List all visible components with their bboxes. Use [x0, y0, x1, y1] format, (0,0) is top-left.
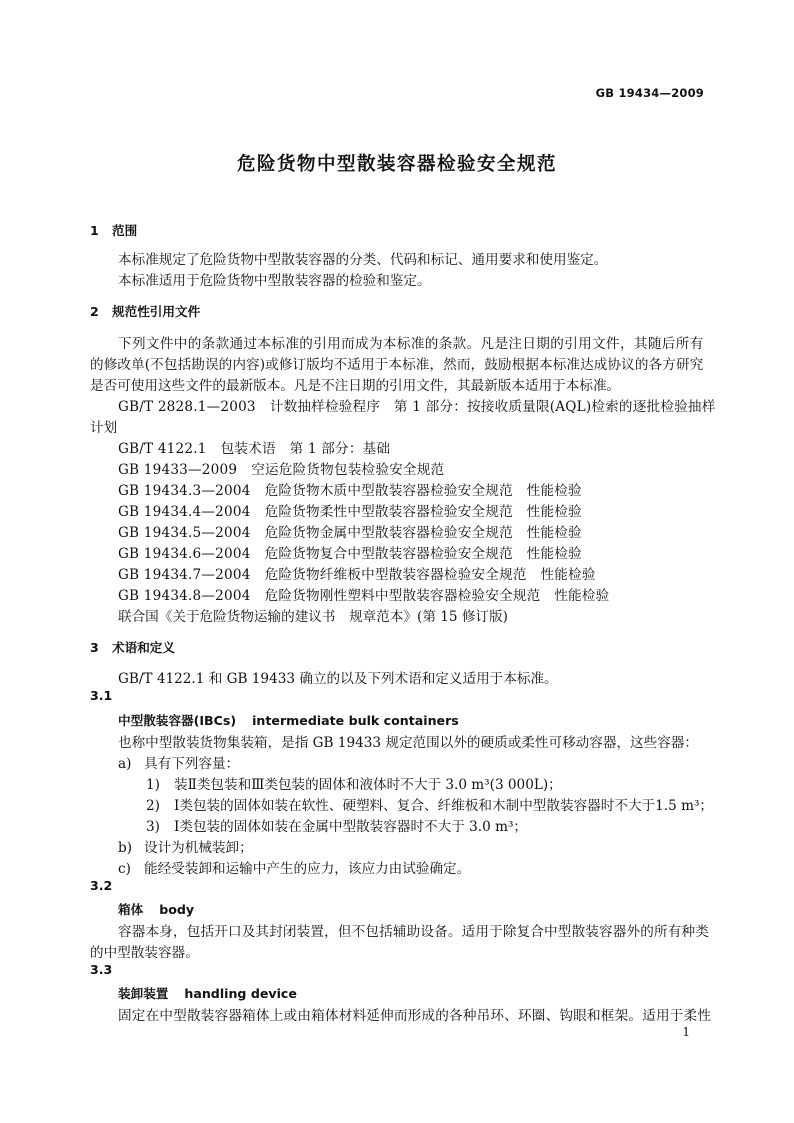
list-text: Ⅰ类包装的固体如装在软性、硬塑料、复合、纤维板和木制中型散装容器时不大于1.5 m³； — [174, 798, 714, 814]
reference-title: 危险货物复合中型散装容器检验安全规范 性能检验 — [264, 546, 582, 562]
term-en: intermediate bulk containers — [252, 713, 459, 728]
section-2-heading — [90, 301, 200, 320]
document-title: 危险货物中型散装容器检验安全规范 — [236, 154, 557, 175]
list-text: 能经受装卸和运输中产生的应力，该应力由试验确定。 — [144, 861, 471, 877]
list-item — [118, 836, 253, 856]
page-number: 1 — [682, 1025, 690, 1039]
term-cn: 中型散装容器(IBCs) — [118, 713, 237, 728]
reference-item — [118, 542, 582, 562]
reference-title: 危险货物纤维板中型散装容器检验安全规范 性能检验 — [264, 567, 596, 583]
reference-title: 危险货物木质中型散装容器检验安全规范 性能检验 — [264, 483, 582, 499]
reference-item-un: 联合国《关于危险货物运输的建议书 规章范本》(第 15 修订版) — [118, 609, 508, 625]
section-number: 1 — [90, 223, 99, 238]
term-heading — [118, 710, 459, 729]
list-item — [118, 857, 470, 877]
reference-code: GB 19434.8—2004 — [118, 588, 251, 604]
term-heading — [118, 899, 194, 918]
reference-continuation: 计划 — [90, 420, 118, 436]
reference-item — [118, 437, 390, 457]
section-3-heading — [90, 637, 175, 656]
list-text: 设计为机械装卸； — [144, 840, 253, 856]
reference-title: 危险货物金属中型散装容器检验安全规范 性能检验 — [264, 525, 582, 541]
term-en: body — [159, 902, 195, 917]
term-cn: 箱体 — [118, 902, 144, 917]
section-number: 3 — [90, 640, 99, 655]
reference-code: GB 19434.3—2004 — [118, 483, 251, 499]
list-label: a) — [118, 756, 132, 772]
list-text: 具有下列容量： — [144, 756, 240, 772]
definition-line: 的中型散装容器。 — [90, 945, 199, 961]
reference-title: 空运危险货物包装检验安全规范 — [251, 462, 445, 478]
reference-item — [118, 479, 582, 499]
term-heading — [118, 983, 297, 1002]
reference-item — [118, 584, 609, 604]
reference-item — [118, 395, 716, 415]
reference-code: GB 19434.4—2004 — [118, 504, 251, 520]
reference-item — [118, 458, 444, 478]
list-item — [146, 794, 713, 814]
reference-item — [118, 563, 596, 583]
paragraph-line: 下列文件中的条款通过本标准的引用而成为本标准的条款。凡是注日期的引用文件，其随后所有 — [118, 336, 704, 352]
reference-title: 危险货物柔性中型散装容器检验安全规范 性能检验 — [264, 504, 582, 520]
list-label: 3) — [146, 819, 160, 835]
reference-code: GB 19433—2009 — [118, 462, 238, 478]
list-text: 装Ⅱ类包装和Ⅲ类包装的固体和液体时不大于 3.0 m³(3 000L)； — [174, 777, 562, 793]
section-title: 规范性引用文件 — [112, 304, 201, 319]
section-1-heading — [90, 220, 137, 239]
definition-line: 固定在中型散装容器箱体上或由箱体材料延伸而形成的各种吊环、环圈、钩眼和框架。适用于柔性 — [118, 1008, 712, 1024]
reference-code: GB 19434.5—2004 — [118, 525, 251, 541]
list-item — [146, 773, 562, 793]
reference-item — [118, 521, 582, 541]
list-item — [146, 815, 527, 835]
reference-code: GB/T 4122.1 — [118, 441, 207, 457]
paragraph-line: 是否可使用这些文件的最新版本。凡是不注日期的引用文件，其最新版本适用于本标准。 — [90, 378, 621, 394]
section-title: 术语和定义 — [112, 640, 175, 655]
reference-title: 计数抽样检验程序 第 1 部分：按接收质量限(AQL)检索的逐批检验抽样 — [269, 399, 716, 415]
reference-code: GB/T 2828.1—2003 — [118, 399, 256, 415]
paragraph: 本标准适用于危险货物中型散装容器的检验和鉴定。 — [118, 273, 431, 289]
list-label: 2) — [146, 798, 160, 814]
paragraph: 本标准规定了危险货物中型散装容器的分类、代码和标记、通用要求和使用鉴定。 — [118, 252, 608, 268]
definition: 也称中型散装货物集装箱，是指 GB 19433 规定范围以外的硬质或柔性可移动容器，这些容器： — [118, 735, 699, 751]
list-label: c) — [118, 861, 131, 877]
paragraph-line: 的修改单(不包括勘误的内容)或修订版均不适用于本标准，然而，鼓励根据本标准达成协议的各方研究 — [90, 357, 704, 373]
reference-title: 包装术语 第 1 部分：基础 — [220, 441, 391, 457]
reference-title: 危险货物刚性塑料中型散装容器检验安全规范 性能检验 — [264, 588, 610, 604]
list-label: 1) — [146, 777, 160, 793]
reference-code: GB 19434.6—2004 — [118, 546, 251, 562]
section-number: 2 — [90, 304, 99, 319]
term-en: handling device — [184, 986, 297, 1001]
list-text: Ⅰ类包装的固体如装在金属中型散装容器时不大于 3.0 m³； — [174, 819, 528, 835]
definition-line: 容器本身，包括开口及其封闭装置，但不包括辅助设备。适用于除复合中型散装容器外的所有种类 — [118, 924, 709, 940]
standard-code: GB 19434—2009 — [595, 86, 704, 100]
list-label: b) — [118, 840, 133, 856]
subsection-number: 3.2 — [90, 878, 113, 893]
reference-item — [118, 500, 582, 520]
list-item — [118, 752, 239, 772]
subsection-number: 3.3 — [90, 962, 113, 977]
paragraph: GB/T 4122.1 和 GB 19433 确立的以及下列术语和定义适用于本标准。 — [118, 671, 558, 687]
term-cn: 装卸装置 — [118, 986, 169, 1001]
subsection-number: 3.1 — [90, 688, 113, 703]
section-title: 范围 — [112, 223, 138, 238]
reference-code: GB 19434.7—2004 — [118, 567, 251, 583]
